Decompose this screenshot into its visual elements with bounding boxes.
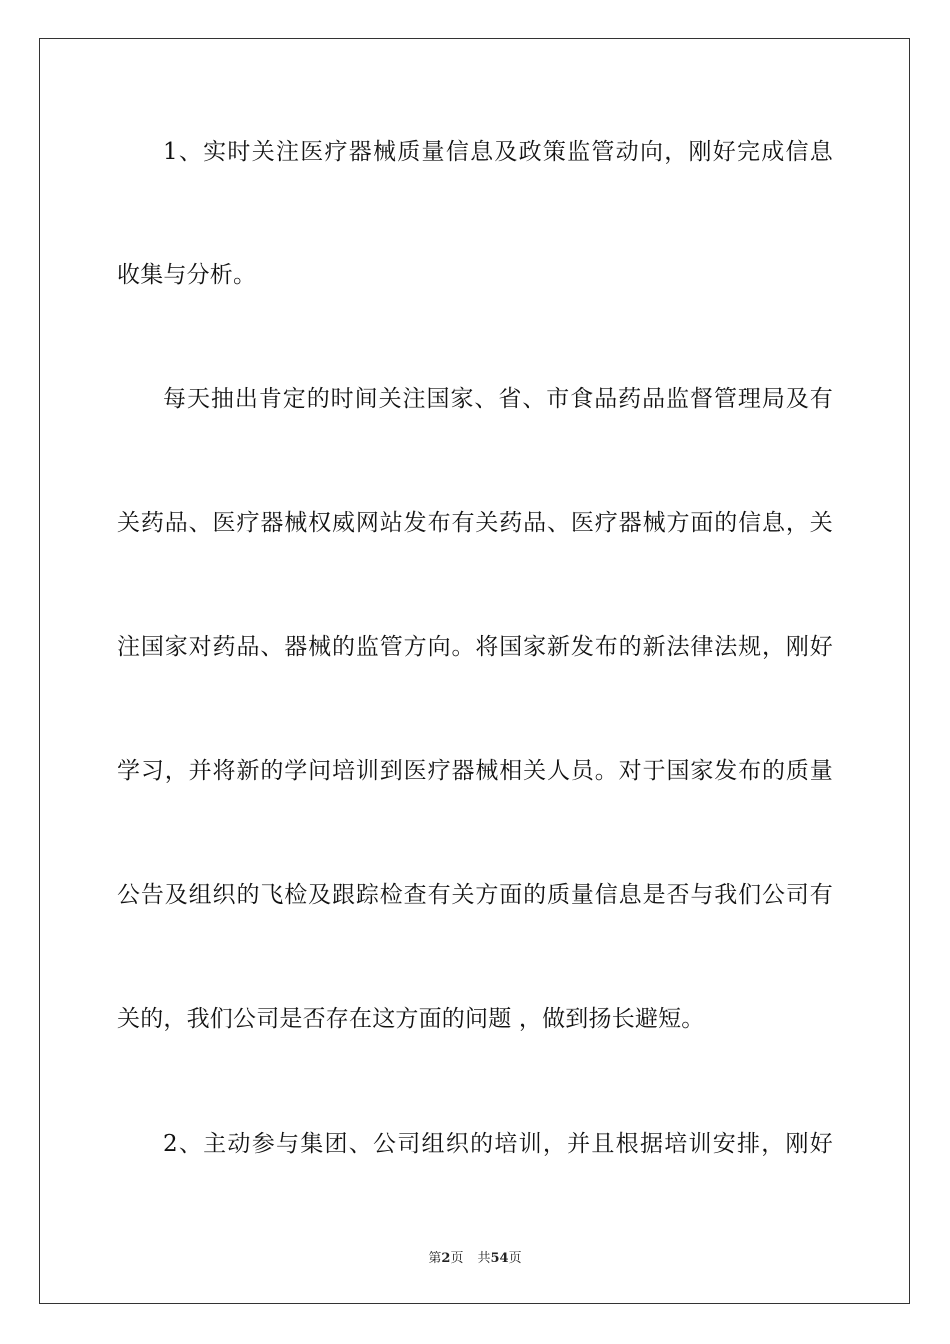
paragraph-2-line-4: 学习，并将新的学问培训到医疗器械相关人员。对于国家发布的质量 xyxy=(117,758,833,784)
paragraph-3-line-1: 2、主动参与集团、公司组织的培训，并且根据培训安排，刚好 xyxy=(163,1131,833,1157)
paragraph-2-line-1: 每天抽出肯定的时间关注国家、省、市食品药品监督管理局及有 xyxy=(163,386,833,412)
total-prefix: 共 xyxy=(477,1251,491,1266)
paragraph-2-line-3: 注国家对药品、器械的监管方向。将国家新发布的新法律法规，刚好 xyxy=(117,634,833,660)
total-suffix: 页 xyxy=(508,1251,522,1266)
page-number: 2 xyxy=(441,1251,451,1266)
paragraph-2-line-2: 关药品、医疗器械权威网站发布有关药品、医疗器械方面的信息，关 xyxy=(117,510,833,536)
page-suffix: 页 xyxy=(450,1251,464,1266)
page-prefix: 第 xyxy=(428,1251,442,1266)
page-border xyxy=(39,38,910,1304)
paragraph-2-line-5: 公告及组织的飞检及跟踪检查有关方面的质量信息是否与我们公司有 xyxy=(117,882,833,908)
paragraph-1-line-2: 收集与分析。 xyxy=(117,262,257,288)
total-pages: 54 xyxy=(490,1251,509,1266)
paragraph-2-line-6: 关的，我们公司是否存在这方面的问题 ，做到扬长避短。 xyxy=(117,1006,705,1032)
paragraph-1-line-1: 1、实时关注医疗器械质量信息及政策监管动向，刚好完成信息 xyxy=(163,139,833,165)
page-footer xyxy=(0,1247,950,1266)
